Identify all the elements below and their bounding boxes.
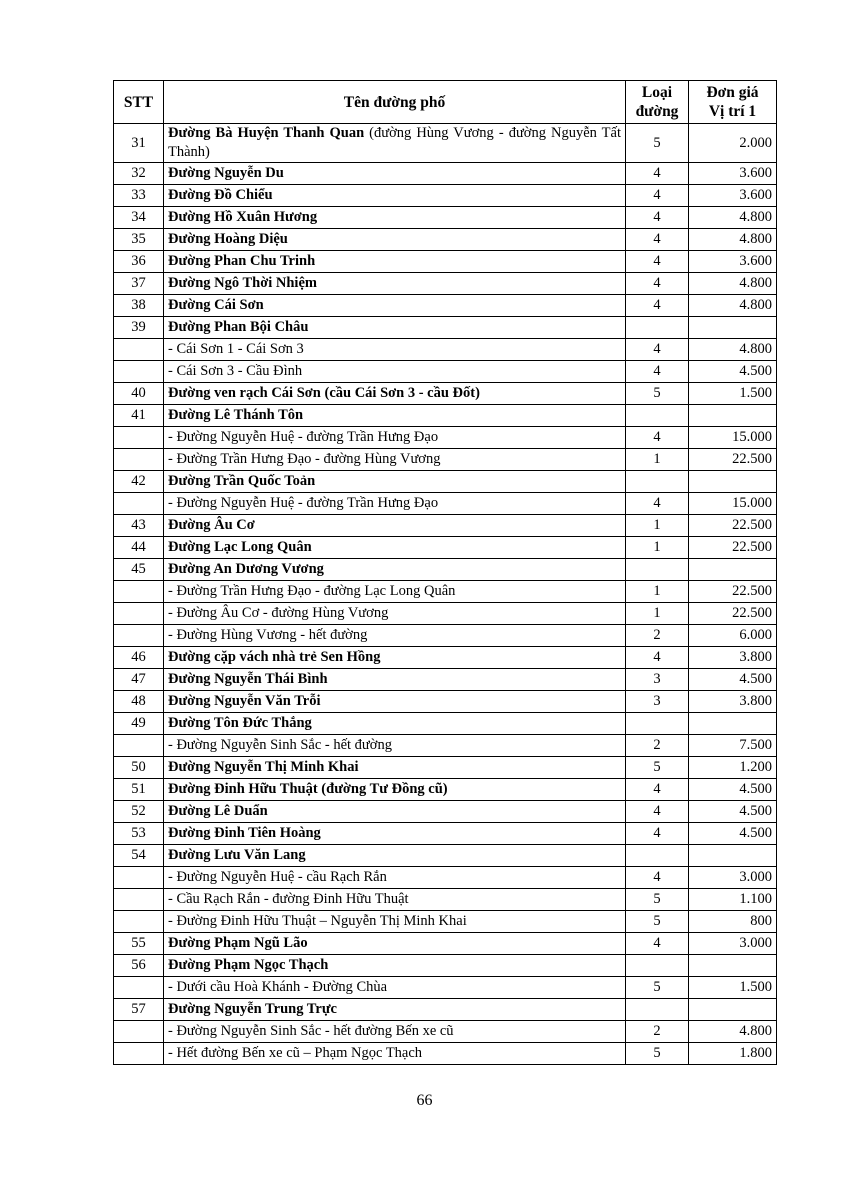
header-road-type-line1: Loại: [641, 84, 673, 101]
row-street-name: [164, 889, 626, 911]
table-row: [114, 207, 777, 229]
row-street-name: [164, 383, 626, 405]
row-street-name: [164, 713, 626, 735]
row-road-type: 4: [626, 163, 689, 185]
row-road-type: 4: [626, 823, 689, 845]
table-row: [114, 185, 777, 207]
row-road-type: [626, 845, 689, 867]
row-road-type: 5: [626, 977, 689, 999]
row-road-type: 1: [626, 515, 689, 537]
row-road-type: 5: [626, 889, 689, 911]
street-name-bold: Đường Ngô Thời Nhiệm: [168, 275, 317, 291]
row-stt: 38: [114, 295, 164, 317]
row-street-name: [164, 845, 626, 867]
row-street-name: [164, 537, 626, 559]
table-row: [114, 515, 777, 537]
row-stt: 48: [114, 691, 164, 713]
row-street-name: [164, 361, 626, 383]
table-row: [114, 339, 777, 361]
row-stt: [114, 1021, 164, 1043]
table-row: [114, 449, 777, 471]
row-street-name: [164, 823, 626, 845]
street-name-bold: Đường Phan Bội Châu: [168, 319, 309, 335]
row-stt: 49: [114, 713, 164, 735]
row-unit-price: 4.800: [689, 207, 777, 229]
row-road-type: 4: [626, 251, 689, 273]
row-unit-price: 3.000: [689, 933, 777, 955]
row-street-name: [164, 339, 626, 361]
row-street-name: [164, 911, 626, 933]
street-name-bold: Đường Lê Thánh Tôn: [168, 407, 304, 423]
row-street-name: [164, 559, 626, 581]
table-row: [114, 669, 777, 691]
street-name-bold: Đường Hoàng Diệu: [168, 231, 288, 247]
row-stt: 39: [114, 317, 164, 339]
street-name-bold: Đường cặp vách nhà trẻ Sen Hồng: [168, 649, 381, 665]
street-segment-text: - Cầu Rạch Rắn - đường Đinh Hữu Thuật: [168, 891, 409, 907]
row-road-type: 5: [626, 911, 689, 933]
table-row: [114, 823, 777, 845]
row-stt: 31: [114, 124, 164, 163]
row-stt: [114, 581, 164, 603]
row-unit-price: [689, 317, 777, 339]
row-stt: 37: [114, 273, 164, 295]
table-row: [114, 735, 777, 757]
row-street-name: [164, 471, 626, 493]
row-stt: [114, 735, 164, 757]
row-unit-price: 4.500: [689, 779, 777, 801]
table-row: [114, 427, 777, 449]
table-row: [114, 163, 777, 185]
row-stt: 46: [114, 647, 164, 669]
row-unit-price: 4.800: [689, 273, 777, 295]
row-unit-price: [689, 559, 777, 581]
street-name-bold: Đường Hồ Xuân Hương: [168, 209, 318, 225]
street-segment-text: - Đường Hùng Vương - hết đường: [168, 627, 368, 643]
row-street-name: [164, 493, 626, 515]
street-segment-text: - Đường Nguyễn Huệ - cầu Rạch Rắn: [168, 869, 387, 885]
row-unit-price: 3.000: [689, 867, 777, 889]
row-road-type: [626, 713, 689, 735]
street-segment-text: (đường Hùng Vương - đường Nguyễn Tất Thành): [168, 125, 621, 160]
street-segment-text: - Đường Trần Hưng Đạo - đường Hùng Vương: [168, 451, 441, 467]
row-unit-price: 4.500: [689, 669, 777, 691]
table-body: [114, 124, 777, 1065]
row-stt: 41: [114, 405, 164, 427]
row-unit-price: [689, 405, 777, 427]
row-road-type: 4: [626, 867, 689, 889]
row-road-type: 1: [626, 537, 689, 559]
row-street-name: [164, 691, 626, 713]
table-row: [114, 317, 777, 339]
row-stt: 47: [114, 669, 164, 691]
street-name-bold: Đường Trần Quốc Toản: [168, 473, 316, 489]
street-name-bold: Đường Lạc Long Quân: [168, 539, 312, 555]
row-street-name: [164, 207, 626, 229]
row-road-type: 4: [626, 295, 689, 317]
street-segment-text: - Đường Nguyễn Sinh Sắc - hết đường: [168, 737, 392, 753]
row-stt: 44: [114, 537, 164, 559]
header-road-type: [626, 81, 689, 124]
row-stt: [114, 1043, 164, 1065]
row-street-name: [164, 405, 626, 427]
row-stt: 50: [114, 757, 164, 779]
table-row: [114, 295, 777, 317]
table-row: [114, 383, 777, 405]
table-row: [114, 977, 777, 999]
row-stt: 40: [114, 383, 164, 405]
row-stt: [114, 361, 164, 383]
row-unit-price: 22.500: [689, 581, 777, 603]
street-segment-text: - Đường Nguyễn Sinh Sắc - hết đường Bến xe cũ: [168, 1023, 454, 1039]
row-stt: 57: [114, 999, 164, 1021]
street-name-bold: Đường Cái Sơn: [168, 297, 264, 313]
row-road-type: [626, 955, 689, 977]
row-unit-price: 15.000: [689, 427, 777, 449]
row-stt: [114, 493, 164, 515]
row-unit-price: 4.800: [689, 229, 777, 251]
row-stt: 55: [114, 933, 164, 955]
street-name-bold: Đường Nguyễn Thái Bình: [168, 671, 328, 687]
row-road-type: [626, 405, 689, 427]
row-unit-price: 1.500: [689, 977, 777, 999]
row-stt: 34: [114, 207, 164, 229]
row-street-name: [164, 999, 626, 1021]
row-unit-price: 3.600: [689, 163, 777, 185]
row-street-name: [164, 124, 626, 163]
row-street-name: [164, 735, 626, 757]
table-row: [114, 647, 777, 669]
row-street-name: [164, 427, 626, 449]
street-name-bold: Đường Đinh Hữu Thuật (đường Tư Đồng cũ): [168, 781, 448, 797]
row-street-name: [164, 515, 626, 537]
row-stt: 33: [114, 185, 164, 207]
table-row: [114, 273, 777, 295]
table-header: [114, 81, 777, 124]
table-row: [114, 999, 777, 1021]
table-row: [114, 867, 777, 889]
row-street-name: [164, 229, 626, 251]
row-unit-price: [689, 845, 777, 867]
header-unit-price-line1: Đơn giá: [706, 84, 759, 101]
row-road-type: 4: [626, 273, 689, 295]
row-stt: 54: [114, 845, 164, 867]
row-unit-price: 2.000: [689, 124, 777, 163]
row-street-name: [164, 185, 626, 207]
street-segment-text: - Hết đường Bến xe cũ – Phạm Ngọc Thạch: [168, 1045, 423, 1061]
row-road-type: 4: [626, 427, 689, 449]
row-street-name: [164, 317, 626, 339]
row-road-type: 4: [626, 229, 689, 251]
row-road-type: 4: [626, 647, 689, 669]
row-unit-price: [689, 955, 777, 977]
row-unit-price: 1.200: [689, 757, 777, 779]
row-unit-price: [689, 713, 777, 735]
row-stt: 51: [114, 779, 164, 801]
row-street-name: [164, 1021, 626, 1043]
row-street-name: [164, 977, 626, 999]
row-road-type: 5: [626, 757, 689, 779]
row-stt: [114, 889, 164, 911]
row-street-name: [164, 669, 626, 691]
street-name-bold: Đường Lê Duẩn: [168, 803, 268, 819]
row-street-name: [164, 933, 626, 955]
row-road-type: 1: [626, 603, 689, 625]
table-row: [114, 493, 777, 515]
row-stt: 35: [114, 229, 164, 251]
row-unit-price: 4.800: [689, 295, 777, 317]
table-row: [114, 124, 777, 163]
row-stt: 32: [114, 163, 164, 185]
table-row: [114, 955, 777, 977]
table-row: [114, 603, 777, 625]
row-stt: [114, 625, 164, 647]
row-stt: 43: [114, 515, 164, 537]
street-segment-text: - Dưới cầu Hoà Khánh - Đường Chùa: [168, 979, 388, 995]
street-segment-text: - Đường Nguyễn Huệ - đường Trần Hưng Đạo: [168, 429, 439, 445]
row-unit-price: 4.500: [689, 361, 777, 383]
land-price-table: [113, 80, 777, 1065]
row-street-name: [164, 449, 626, 471]
row-street-name: [164, 295, 626, 317]
row-stt: 36: [114, 251, 164, 273]
row-unit-price: 4.800: [689, 1021, 777, 1043]
row-street-name: [164, 273, 626, 295]
table-row: [114, 361, 777, 383]
row-road-type: 5: [626, 1043, 689, 1065]
row-unit-price: 1.100: [689, 889, 777, 911]
table-row: [114, 251, 777, 273]
row-stt: [114, 427, 164, 449]
street-segment-text: - Đường Đinh Hữu Thuật – Nguyễn Thị Minh Khai: [168, 913, 467, 929]
row-street-name: [164, 603, 626, 625]
table-row: [114, 933, 777, 955]
row-road-type: 4: [626, 493, 689, 515]
row-stt: 45: [114, 559, 164, 581]
row-road-type: [626, 471, 689, 493]
street-name-bold: Đường Bà Huyện Thanh Quan: [168, 125, 365, 141]
row-unit-price: 6.000: [689, 625, 777, 647]
row-unit-price: [689, 471, 777, 493]
street-name-bold: Đường Đồ Chiểu: [168, 187, 273, 203]
row-stt: [114, 911, 164, 933]
street-name-bold: Đường Lưu Văn Lang: [168, 847, 306, 863]
table-row: [114, 559, 777, 581]
row-road-type: 4: [626, 207, 689, 229]
row-unit-price: 3.800: [689, 691, 777, 713]
row-stt: [114, 867, 164, 889]
row-street-name: [164, 779, 626, 801]
table-row: [114, 779, 777, 801]
row-unit-price: 15.000: [689, 493, 777, 515]
row-road-type: [626, 999, 689, 1021]
row-road-type: 1: [626, 449, 689, 471]
row-road-type: 4: [626, 779, 689, 801]
row-street-name: [164, 581, 626, 603]
row-road-type: 2: [626, 1021, 689, 1043]
row-street-name: [164, 647, 626, 669]
street-name-bold: Đường Phan Chu Trinh: [168, 253, 316, 269]
row-road-type: 5: [626, 383, 689, 405]
street-name-bold: Đường Nguyễn Văn Trỗi: [168, 693, 321, 709]
table-row: [114, 911, 777, 933]
header-unit-price-line2: Vị trí 1: [708, 103, 757, 120]
row-stt: [114, 977, 164, 999]
row-unit-price: 22.500: [689, 449, 777, 471]
table-row: [114, 625, 777, 647]
table-row: [114, 1021, 777, 1043]
row-unit-price: 3.600: [689, 185, 777, 207]
row-road-type: 1: [626, 581, 689, 603]
row-road-type: 2: [626, 735, 689, 757]
row-street-name: [164, 163, 626, 185]
table-row: [114, 757, 777, 779]
row-stt: 56: [114, 955, 164, 977]
row-road-type: [626, 559, 689, 581]
row-unit-price: [689, 999, 777, 1021]
row-unit-price: 800: [689, 911, 777, 933]
street-name-bold: Đường Tôn Đức Thắng: [168, 715, 312, 731]
row-unit-price: 4.500: [689, 823, 777, 845]
row-street-name: [164, 801, 626, 823]
street-name-bold: Đường Đinh Tiên Hoàng: [168, 825, 321, 841]
street-name-bold: Đường Phạm Ngọc Thạch: [168, 957, 329, 973]
table-row: [114, 691, 777, 713]
table-row: [114, 801, 777, 823]
table-row: [114, 1043, 777, 1065]
row-road-type: 4: [626, 801, 689, 823]
header-street-name: Tên đường phố: [164, 81, 626, 124]
street-name-bold: Đường Phạm Ngũ Lão: [168, 935, 308, 951]
table-row: [114, 889, 777, 911]
row-road-type: [626, 317, 689, 339]
street-name-bold: Đường An Dương Vương: [168, 561, 324, 577]
row-street-name: [164, 955, 626, 977]
row-unit-price: 22.500: [689, 603, 777, 625]
row-road-type: 4: [626, 933, 689, 955]
row-unit-price: 1.500: [689, 383, 777, 405]
table-row: [114, 229, 777, 251]
row-stt: 42: [114, 471, 164, 493]
row-stt: 52: [114, 801, 164, 823]
row-unit-price: 4.500: [689, 801, 777, 823]
row-street-name: [164, 757, 626, 779]
header-road-type-line2: đường: [635, 103, 679, 120]
street-name-bold: Đường Âu Cơ: [168, 517, 255, 533]
street-name-bold: Đường Nguyễn Thị Minh Khai: [168, 759, 359, 775]
row-road-type: 3: [626, 691, 689, 713]
table-row: [114, 845, 777, 867]
table-row: [114, 713, 777, 735]
table-row: [114, 471, 777, 493]
row-unit-price: 3.800: [689, 647, 777, 669]
street-segment-text: - Cái Sơn 3 - Cầu Đình: [168, 363, 303, 379]
table-row: [114, 405, 777, 427]
row-unit-price: 22.500: [689, 537, 777, 559]
row-street-name: [164, 251, 626, 273]
row-stt: [114, 339, 164, 361]
street-name-bold: Đường Nguyễn Trung Trực: [168, 1001, 337, 1017]
table-row: [114, 581, 777, 603]
street-segment-text: - Đường Nguyễn Huệ - đường Trần Hưng Đạo: [168, 495, 439, 511]
row-stt: [114, 603, 164, 625]
row-unit-price: 7.500: [689, 735, 777, 757]
row-road-type: 2: [626, 625, 689, 647]
row-unit-price: 3.600: [689, 251, 777, 273]
street-name-bold: Đường ven rạch Cái Sơn (cầu Cái Sơn 3 - cầu Đốt): [168, 385, 480, 401]
row-unit-price: 22.500: [689, 515, 777, 537]
street-segment-text: - Đường Trần Hưng Đạo - đường Lạc Long Quân: [168, 583, 456, 599]
row-road-type: 3: [626, 669, 689, 691]
page-number: 66: [416, 1092, 433, 1109]
row-road-type: 4: [626, 361, 689, 383]
header-stt: STT: [114, 81, 164, 124]
street-segment-text: - Cái Sơn 1 - Cái Sơn 3: [168, 341, 304, 357]
row-stt: 53: [114, 823, 164, 845]
row-unit-price: 4.800: [689, 339, 777, 361]
table-row: [114, 537, 777, 559]
row-road-type: 4: [626, 339, 689, 361]
row-unit-price: 1.800: [689, 1043, 777, 1065]
row-street-name: [164, 1043, 626, 1065]
street-name-bold: Đường Nguyễn Du: [168, 165, 284, 181]
row-stt: [114, 449, 164, 471]
header-row: [114, 81, 777, 124]
street-segment-text: - Đường Âu Cơ - đường Hùng Vương: [168, 605, 389, 621]
row-road-type: 5: [626, 124, 689, 163]
row-street-name: [164, 867, 626, 889]
row-street-name: [164, 625, 626, 647]
header-unit-price: [689, 81, 777, 124]
row-road-type: 4: [626, 185, 689, 207]
